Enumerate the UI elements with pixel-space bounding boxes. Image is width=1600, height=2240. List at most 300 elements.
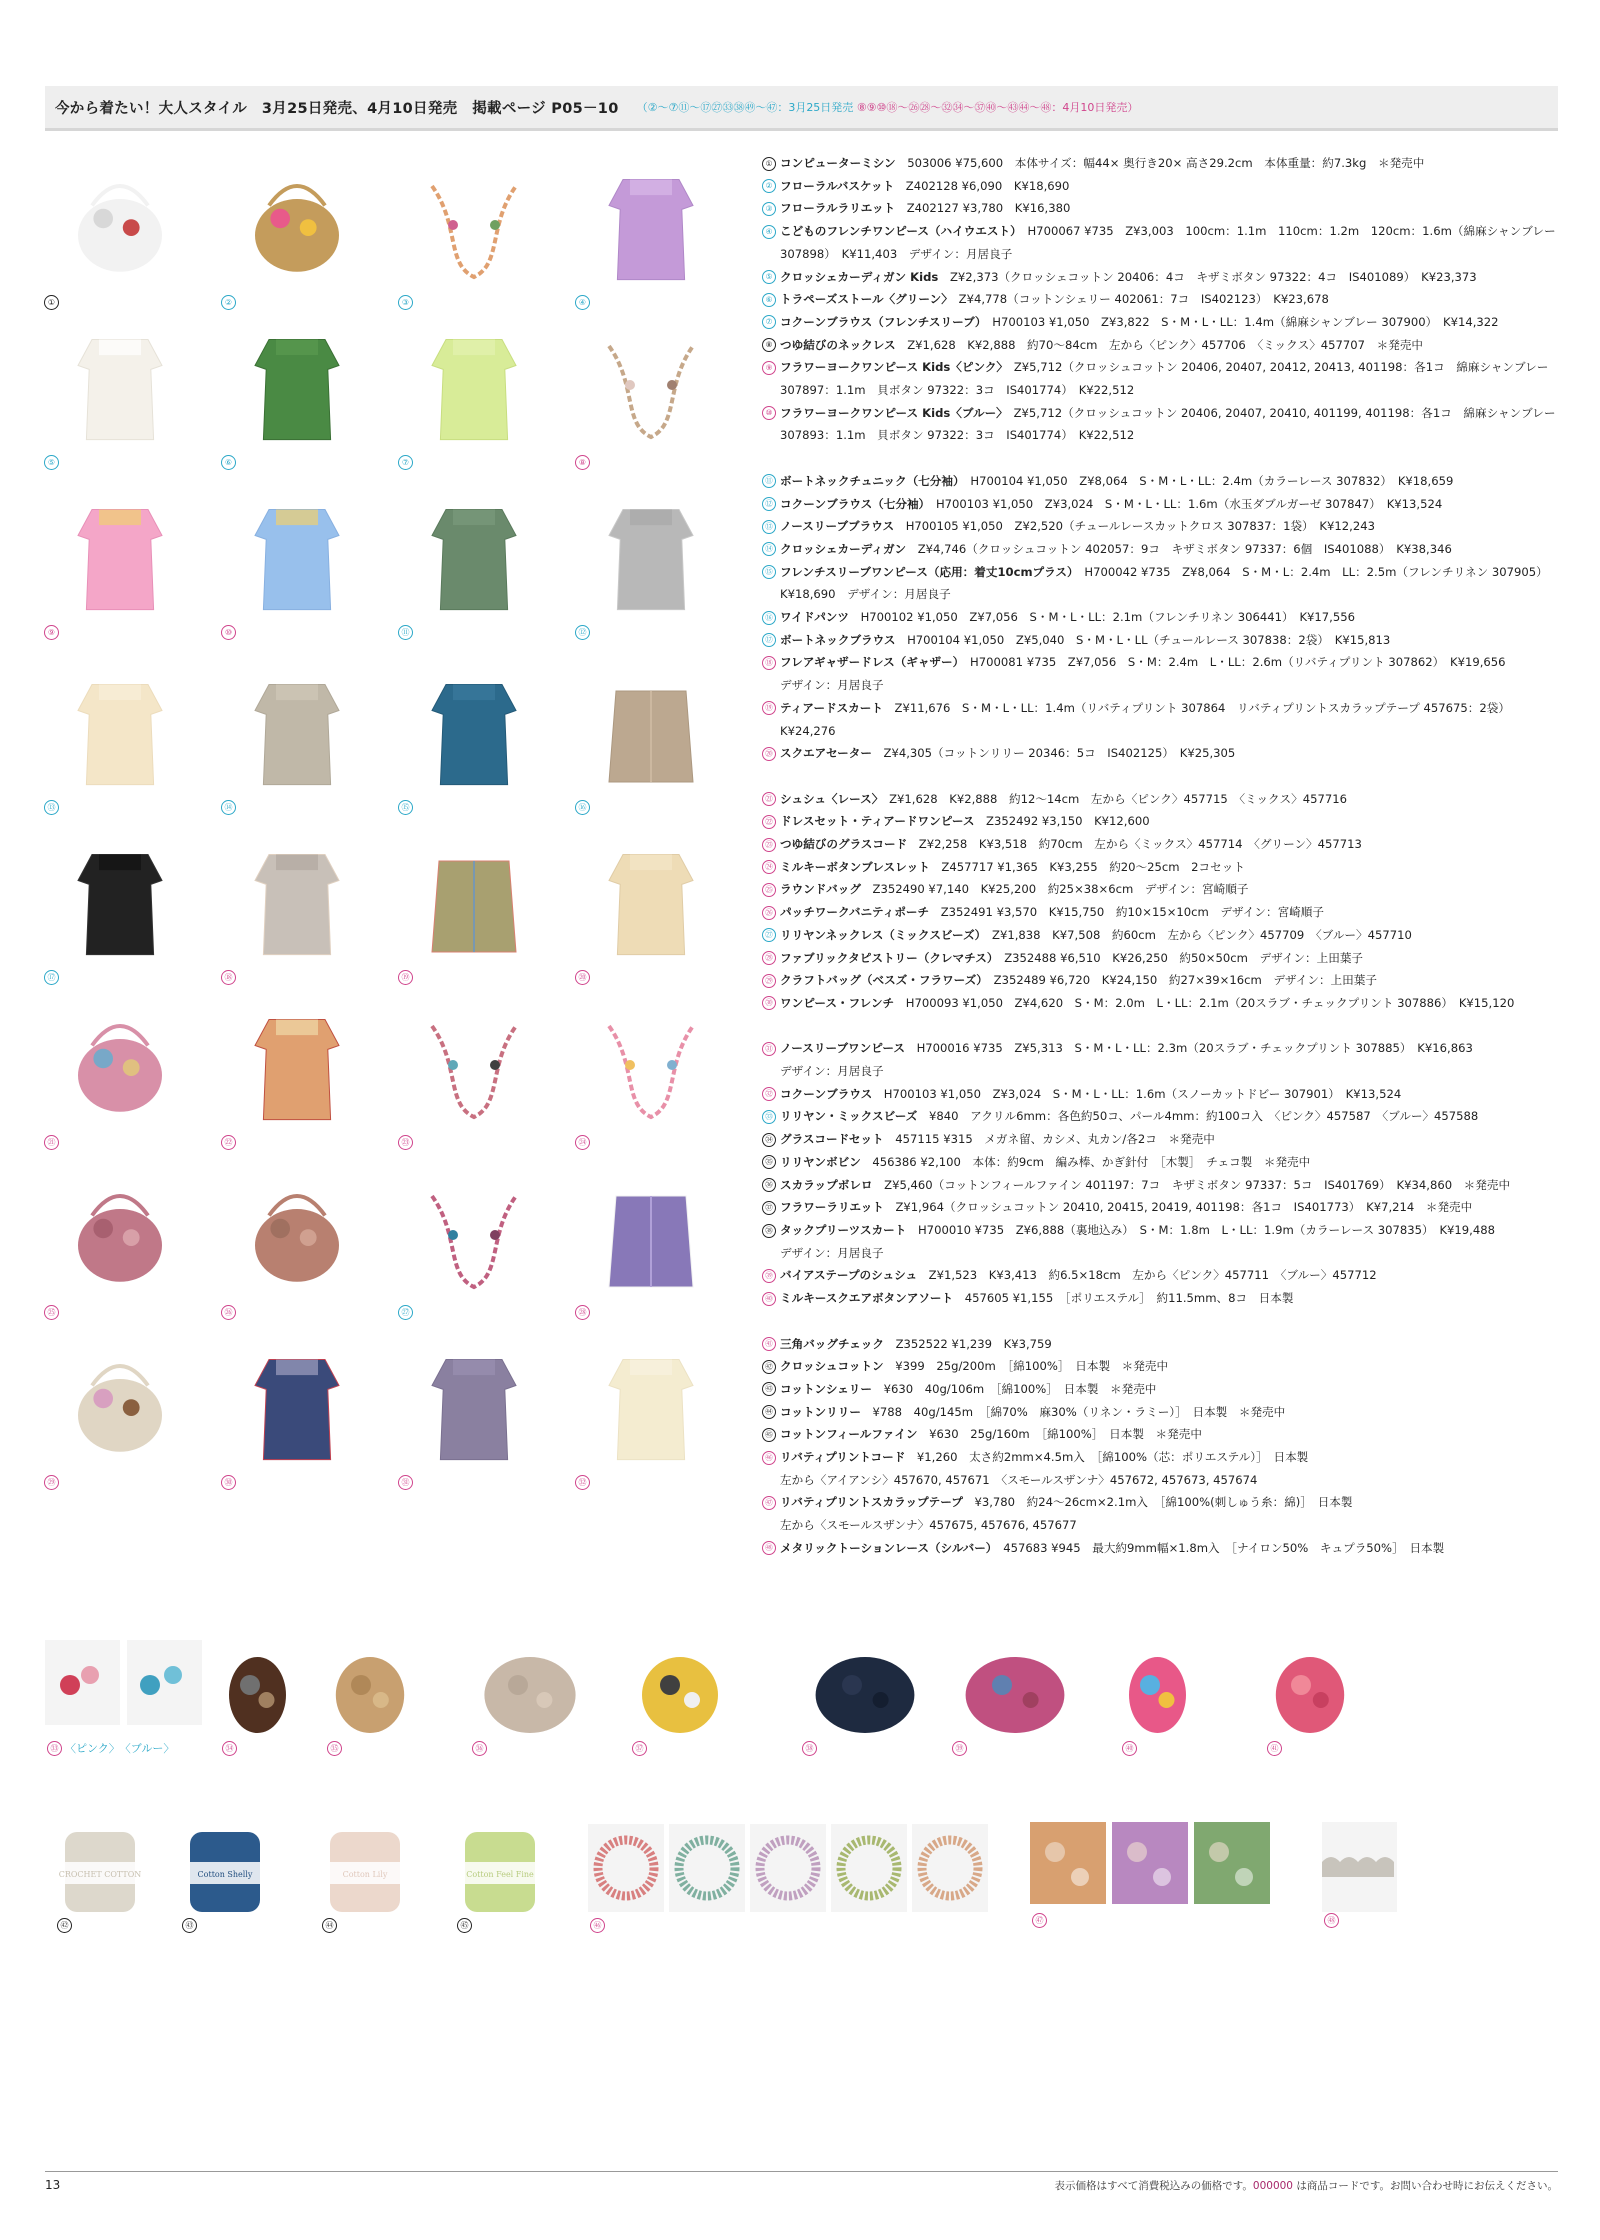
item-detail: ¥630 25g/160m ［綿100%］ 日本製 ＊発売中 <box>917 1427 1202 1442</box>
accessory-lilian-bobbin <box>325 1640 415 1753</box>
item-detail: ¥788 40g/145m ［綿70% 麻30%（リネン・ラミー）］ 日本製 ＊発売中 <box>860 1404 1286 1419</box>
note-pre: 表示価格はすべて消費税込みの価格です。 <box>1054 2180 1253 2192</box>
item-detail: Z¥1,523 K¥3,413 約6.5×18cm 左から〈ピンク〉457711 〈ブルー〉457712 <box>917 1268 1377 1283</box>
item-number-badge: ㊽ <box>1324 1913 1339 1928</box>
product-photo-cocoon-blouse-french <box>394 320 564 470</box>
item-number-badge: ⑳ <box>575 970 590 985</box>
list-gap <box>762 1310 1562 1333</box>
item-number-badge: ② <box>762 179 776 193</box>
item-detail: Z402128 ¥6,090 K¥18,690 <box>894 178 1070 193</box>
item-number-badge: ⑯ <box>575 800 590 815</box>
item-name: 三角バッグチェック <box>780 1336 884 1351</box>
item-name: ファブリックタピストリー（クレマチス） <box>780 950 993 965</box>
item-number-badge: ㊽ <box>762 1541 776 1555</box>
item-number-badge: ⑤ <box>762 270 776 284</box>
item-number-badge: ⑥ <box>762 293 776 307</box>
product-photo-french-sleeve-dress <box>394 665 564 815</box>
item-number-badge: ④ <box>762 225 776 239</box>
item-number-badge: ㉖ <box>762 906 776 920</box>
accessory-cotton-shelly-yarn <box>180 1822 270 1930</box>
item-name: クロッシェカーディガン Kids <box>780 269 939 284</box>
item-name: リリヤンネックレス（ミックスビーズ） <box>780 927 981 942</box>
item-detail: Z¥1,628 K¥2,888 約70〜84cm 左から〈ピンク〉457706 〈ミックス〉457707 ＊発売中 <box>895 337 1424 352</box>
item-detail: H700103 ¥1,050 Z¥3,024 S・M・L・LL：1.6m（スノーカットドビー 307901） K¥13,524 <box>872 1086 1402 1101</box>
item-number-badge: ㉚ <box>762 996 776 1010</box>
item-number-badge: ⑩ <box>221 625 236 640</box>
item-detail: ¥840 アクリル6mm：各色約50コ、パール4mm：約100コ入 〈ピンク〉457587 〈ブルー〉457588 <box>917 1109 1479 1124</box>
accessory-bias-chouchou <box>950 1640 1080 1753</box>
item-detail: Z¥4,746（クロッシュコットン 402057：9コ キザミボタン 97337：6個 IS401088） K¥38,346 <box>906 541 1452 556</box>
list-item <box>762 1537 1562 1560</box>
photo-chouchou-lace <box>50 1000 190 1134</box>
section-header <box>45 86 1558 131</box>
photo-wide-pants <box>581 665 721 799</box>
item-detail: ¥399 25g/200m ［綿100%］ 日本製 ＊発売中 <box>883 1359 1169 1374</box>
photo-cocoon-blouse-cream <box>581 1340 721 1474</box>
item-number-badge: ㉒ <box>762 815 776 829</box>
item-number-badge: ㉛ <box>762 1042 776 1056</box>
item-number-badge: ㊹ <box>322 1918 337 1933</box>
item-name: パッチワークバニティポーチ <box>780 905 930 920</box>
item-name: バイアステープのシュシュ <box>780 1268 918 1283</box>
list-item <box>762 334 1562 357</box>
product-photo-sleeveless-one-piece <box>394 1340 564 1490</box>
note-post: は商品コードです。お問い合わせ時にお伝えください。 <box>1293 2180 1558 2192</box>
list-item <box>762 1128 1562 1151</box>
list-gap <box>762 1015 1562 1038</box>
item-name: コットンリリー <box>780 1404 861 1419</box>
item-detail: Z352492 ¥3,150 K¥12,600 <box>974 814 1150 829</box>
item-number-badge: ㊺ <box>457 1918 472 1933</box>
list-item <box>762 1196 1562 1219</box>
list-item <box>762 1355 1562 1378</box>
item-number-badge: ㉞ <box>762 1133 776 1147</box>
list-item <box>762 1491 1562 1514</box>
item-name: コクーンブラウス（フレンチスリーブ） <box>780 314 981 329</box>
item-number-badge: ⑦ <box>762 315 776 329</box>
list-item <box>762 470 1562 493</box>
page-number: 13 <box>45 2178 61 2192</box>
list-item-continuation: K¥24,276 <box>780 723 836 738</box>
item-name: スクエアセーター <box>780 746 872 761</box>
photo-trapeze-stole <box>227 320 367 454</box>
item-number-badge: ㉔ <box>762 860 776 874</box>
list-item-continuation: デザイン：月居良子 <box>780 1064 884 1079</box>
item-number-badge: ㊻ <box>762 1451 776 1465</box>
photo-dress-set-doll <box>227 1000 367 1134</box>
accessory-scallop-bolero <box>470 1640 590 1753</box>
list-item-continuation: 307897：1.1m 貝ボタン 97322：3コ IS401774） K¥22,512 <box>780 383 1135 398</box>
list-item <box>762 1174 1562 1197</box>
photo-kids-french-dress <box>581 160 721 294</box>
item-number-badge: ㉝ <box>47 1741 62 1756</box>
item-number-badge: ⑫ <box>575 625 590 640</box>
list-item <box>762 629 1562 652</box>
photo-floral-basket <box>227 160 367 294</box>
list-item <box>762 220 1562 243</box>
item-detail: H700102 ¥1,050 Z¥7,056 S・M・L・LL：2.1m（フレンチリネン 306441） K¥17,556 <box>848 610 1355 625</box>
item-name: ワンピース・フレンチ <box>780 995 895 1010</box>
item-detail: Z352490 ¥7,140 K¥25,200 約25×38×6cm デザイン：宮崎順子 <box>860 882 1249 897</box>
item-number-badge: ㊶ <box>762 1337 776 1351</box>
item-number-badge: ⑦ <box>398 455 413 470</box>
item-detail: 457683 ¥945 最大約9mm幅×1.8m入 ［ナイロン50% キュプラ50%］ 日本製 <box>991 1540 1445 1555</box>
list-item <box>762 1423 1562 1446</box>
list-item <box>762 992 1562 1015</box>
item-number-badge: ㊴ <box>952 1741 967 1756</box>
item-name: コクーンブラウス（七分袖） <box>780 496 925 511</box>
footer-note <box>1054 2178 1558 2193</box>
list-item <box>762 1446 1562 1469</box>
photo-french-sleeve-dress <box>404 665 544 799</box>
item-number-badge: ㉜ <box>575 1475 590 1490</box>
item-detail: Z¥1,964（クロッシュコットン 20410, 20415, 20419, 401198：各1コ IS401773） K¥7,214 ＊発売中 <box>883 1200 1473 1215</box>
item-detail: Z457717 ¥1,365 K¥3,255 約20〜25cm 2コセット <box>929 859 1245 874</box>
item-detail: Z¥2,373（クロッシェコットン 20406：4コ キザミボタン 97322：4コ IS401089） K¥23,373 <box>938 269 1477 284</box>
list-gap <box>762 447 1562 470</box>
list-item <box>762 697 1562 720</box>
photo-flower-yoke-dress-blue <box>227 490 367 624</box>
item-number-badge: ㉖ <box>221 1305 236 1320</box>
product-photo-tsuyu-glass-cord <box>394 1000 564 1150</box>
list-item <box>762 288 1562 311</box>
item-number-badge: ㊷ <box>762 1360 776 1374</box>
list-item <box>762 538 1562 561</box>
item-number-badge: ㊱ <box>762 1178 776 1192</box>
item-detail: Z¥1,628 K¥2,888 約12〜14cm 左から〈ピンク〉457715 〈ミックス〉457716 <box>877 791 1347 806</box>
list-item-continuation: K¥18,690 デザイン：月居良子 <box>780 587 951 602</box>
item-number-badge: ③ <box>762 202 776 216</box>
item-detail: H700104 ¥1,050 Z¥5,040 S・M・L・LL（チュールレース 307838：2袋） K¥15,813 <box>895 632 1391 647</box>
photo-sleeveless-one-piece <box>404 1340 544 1474</box>
item-name: クロッシュコットン <box>780 1359 884 1374</box>
list-item <box>762 1037 1562 1060</box>
item-name: フローラルラリエット <box>780 201 896 216</box>
product-photo-milky-button-bracelet <box>571 1000 741 1150</box>
list-item <box>762 1151 1562 1174</box>
header-title: 今から着たい！大人スタイル 3月25日発売、4月10日発売 掲載ページ P05－10 <box>55 100 619 117</box>
item-number-badge: ⑬ <box>762 520 776 534</box>
item-detail: Z352522 ¥1,239 K¥3,759 <box>884 1336 1052 1351</box>
product-photo-craft-bag <box>40 1340 210 1490</box>
item-name: こどものフレンチワンピース（ハイウエスト） <box>780 224 1016 239</box>
item-detail: H700093 ¥1,050 Z¥4,620 S・M：2.0m L・LL：2.1m（20スラブ・チェックプリント 307886） K¥15,120 <box>894 995 1515 1010</box>
item-number-badge: ㉗ <box>762 928 776 942</box>
item-number-badge: ⑮ <box>762 565 776 579</box>
photo-crochet-cardigan-kids <box>50 320 190 454</box>
list-item-continuation: 307898） K¥11,403 デザイン：月居良子 <box>780 246 1013 261</box>
item-number-badge: ㊳ <box>762 1224 776 1238</box>
item-number-badge: ㉑ <box>762 792 776 806</box>
svg-text:Cotton Shelly: Cotton Shelly <box>197 1870 253 1879</box>
product-photo-tsuyu-necklace <box>571 320 741 470</box>
item-name: タックプリーツスカート <box>780 1223 907 1237</box>
item-detail: Z¥5,460（コットンフィールファイン 401197：7コ キザミボタン 97337：5コ IS401769） K¥34,860 ＊発売中 <box>872 1177 1511 1192</box>
photo-square-sweater <box>581 835 721 969</box>
item-detail: H700042 ¥735 Z¥8,064 S・M・L：2.4m LL：2.5m（フレンチリネン 307905） <box>1072 564 1548 579</box>
photo-tsuyu-glass-cord <box>404 1000 544 1134</box>
item-detail: 457605 ¥1,155 ［ポリエステル］ 約11.5mm、8コ 日本製 <box>953 1291 1294 1306</box>
item-number-badge: ㉔ <box>575 1135 590 1150</box>
product-photo-kids-french-dress <box>571 160 741 310</box>
list-item <box>762 833 1562 856</box>
footer-divider <box>45 2171 1558 2172</box>
item-number-badge: ㊸ <box>762 1382 776 1396</box>
list-item <box>762 1219 1562 1242</box>
item-detail: H700010 ¥735 Z¥6,888（裏地込み） S・M：1.8m L・LL：1.9m（カラーレース 307835） K¥19,488 <box>906 1223 1495 1237</box>
item-number-badge: ⑨ <box>44 625 59 640</box>
svg-text:Cotton Lily: Cotton Lily <box>342 1870 388 1879</box>
item-detail: H700105 ¥1,050 Z¥2,520（チュールレースカットクロス 307837：1袋） K¥12,243 <box>894 519 1375 534</box>
photo-boat-neck-tunic <box>404 490 544 624</box>
product-photo-dress-set-doll <box>217 1000 387 1150</box>
photo-patchwork-vanity-pouch <box>227 1170 367 1304</box>
item-number-badge: ⑮ <box>398 800 413 815</box>
list-item <box>762 266 1562 289</box>
photo-sleeveless-blouse <box>50 665 190 799</box>
item-name: ミルキーボタンブレスレット <box>780 859 930 874</box>
item-detail: Z352491 ¥3,570 K¥15,750 約10×15×10cm デザイン：宮崎順子 <box>929 905 1324 920</box>
accessory-tuck-pleat-skirt <box>800 1640 930 1753</box>
accessory-liberty-scallop-tape <box>1030 1822 1270 1925</box>
accessory-crochet-cotton-yarn <box>55 1822 145 1930</box>
accessory-liberty-print-cord <box>588 1822 988 1930</box>
item-detail: ¥1,260 太さ約2mm×4.5m入 ［綿100%（芯：ポリエステル）］ 日本製 <box>905 1450 1309 1465</box>
item-number-badge: ㉑ <box>44 1135 59 1150</box>
item-detail: ¥630 40g/106m ［綿100%］ 日本製 ＊発売中 <box>872 1381 1157 1396</box>
item-detail: Z¥11,676 S・M・L・LL：1.4m（リバティプリント 307864 リバティプリントスカラップテープ 457675：2袋） <box>882 700 1510 715</box>
item-name: コクーンブラウス <box>780 1086 873 1101</box>
list-item <box>762 856 1562 879</box>
item-detail: Z¥1,838 K¥7,508 約60cm 左から〈ピンク〉457709 〈ブルー〉457710 <box>980 927 1412 942</box>
item-detail: 503006 ¥75,600 本体サイズ：幅44× 奥行き20× 高さ29.2cm 本体重量：約7.3kg ＊発売中 <box>895 156 1425 170</box>
item-number-badge: ⑰ <box>762 633 776 647</box>
product-photo-wide-pants <box>571 665 741 815</box>
product-photo-crochet-cardigan <box>217 665 387 815</box>
item-number-badge: ⑱ <box>762 656 776 670</box>
item-number-badge: ⑨ <box>762 361 776 375</box>
item-number-badge: ㉓ <box>398 1135 413 1150</box>
item-number-badge: ⑲ <box>762 701 776 715</box>
item-number-badge: ㊲ <box>632 1741 647 1756</box>
accessory-milky-square-buttons <box>1120 1640 1195 1753</box>
list-item <box>762 1083 1562 1106</box>
item-number-badge: ⑧ <box>762 338 776 352</box>
item-detail: Z¥4,305（コットンリリー 20346：5コ IS402125） K¥25,305 <box>871 746 1236 761</box>
list-item <box>762 1264 1562 1287</box>
product-photo-round-bag <box>40 1170 210 1320</box>
accessory-glass-cord-set <box>220 1640 295 1753</box>
legend-magenta: ⑧⑨⑩⑱〜㉖㉘〜㉜㉞〜㊲㊵〜㊸㊹〜㊽：4月10日発売） <box>856 101 1139 114</box>
item-detail: H700104 ¥1,050 Z¥8,064 S・M・L・LL：2.4m（カラーレース 307832） K¥18,659 <box>958 473 1454 488</box>
item-number-badge: ㊵ <box>1122 1741 1137 1756</box>
item-number-badge: ⑩ <box>762 406 776 420</box>
product-photo-cocoon-blouse-sleeve <box>571 490 741 640</box>
item-detail: Z352489 ¥6,720 K¥24,150 約27×39×16cm デザイン：上田葉子 <box>982 973 1377 988</box>
item-number-badge: ⑭ <box>762 542 776 556</box>
list-item <box>762 651 1562 674</box>
item-name: ボートネックチュニック（七分袖） <box>780 473 959 488</box>
item-detail: Z¥5,712（クロッシュコットン 20406, 20407, 20412, 20413, 401198：各1コ 綿麻シャンブレー <box>1002 360 1549 375</box>
item-name: ボートネックブラウス <box>780 632 896 647</box>
list-item-continuation: デザイン：月居良子 <box>780 678 884 693</box>
item-number-badge: ㉗ <box>398 1305 413 1320</box>
item-name: グラスコードセット <box>780 1132 884 1147</box>
list-item <box>762 1378 1562 1401</box>
svg-text:CROCHET COTTON: CROCHET COTTON <box>58 1870 142 1879</box>
list-item <box>762 788 1562 811</box>
item-number-badge: ㉞ <box>222 1741 237 1756</box>
list-item-continuation: デザイン：月居良子 <box>780 1245 884 1260</box>
item-name: フローラルバスケット <box>780 178 895 193</box>
list-item <box>762 606 1562 629</box>
item-name: つゆ結びのグラスコード <box>780 837 908 852</box>
svg-text:Cotton Feel Fine: Cotton Feel Fine <box>466 1870 534 1879</box>
item-number-badge: ㉟ <box>327 1741 342 1756</box>
list-item <box>762 152 1562 175</box>
list-item-continuation: 307893：1.1m 貝ボタン 97322：3コ IS401774） K¥22,512 <box>780 428 1135 443</box>
item-name: ノースリーブワンピース <box>780 1041 905 1056</box>
beads-color-caption: 〈ピンク〉 〈ブルー〉 <box>65 1742 175 1755</box>
item-number-badge: ㉙ <box>762 974 776 988</box>
product-photo-tiered-skirt <box>394 835 564 985</box>
list-item <box>762 742 1562 765</box>
list-item <box>762 901 1562 924</box>
photo-tiered-skirt <box>404 835 544 969</box>
product-photo-floral-lariat <box>394 160 564 310</box>
item-number-badge: ㊲ <box>762 1201 776 1215</box>
photo-cocoon-blouse-french <box>404 320 544 454</box>
item-name: コットンフィールファイン <box>780 1427 918 1442</box>
item-name: リバティプリントコード <box>780 1450 906 1465</box>
item-number-badge: ① <box>762 157 776 171</box>
item-name: ラウンドバッグ <box>780 882 861 897</box>
item-number-badge: ㉓ <box>762 838 776 852</box>
product-photo-cocoon-blouse-cream <box>571 1340 741 1490</box>
item-number-badge: ④ <box>575 295 590 310</box>
item-number-badge: ㉕ <box>762 883 776 897</box>
product-photo-floral-basket <box>217 160 387 310</box>
item-name: ティアードスカート <box>780 700 883 715</box>
item-number-badge: ㉜ <box>762 1087 776 1101</box>
item-number-badge: ⑲ <box>398 970 413 985</box>
item-number-badge: ⑰ <box>44 970 59 985</box>
product-photo-flower-yoke-dress-pink <box>40 490 210 640</box>
list-item <box>762 810 1562 833</box>
list-item <box>762 1287 1562 1310</box>
list-item <box>762 402 1562 425</box>
photo-cocoon-blouse-sleeve <box>581 490 721 624</box>
item-name: リリヤンボビン <box>780 1154 861 1169</box>
item-detail: Z¥4,778（コットンシェリー 402061：7コ IS402123） K¥23,678 <box>947 292 1329 307</box>
item-name: ミルキースクエアボタンアソート <box>780 1291 954 1306</box>
item-name: コンピューターミシン <box>780 156 896 170</box>
accessory-metallic-torchon-lace <box>1322 1822 1397 1925</box>
item-number-badge: ⑥ <box>221 455 236 470</box>
item-number-badge: ㊼ <box>1032 1913 1047 1928</box>
item-number-badge: ⑫ <box>762 497 776 511</box>
item-detail: H700067 ¥735 Z¥3,003 100cm：1.1m 110cm：1.2m 120cm：1.6m（綿麻シャンブレー <box>1015 224 1556 239</box>
list-gap <box>762 765 1562 788</box>
list-item <box>762 515 1562 538</box>
item-number-badge: ⑬ <box>44 800 59 815</box>
product-photo-patchwork-vanity-pouch <box>217 1170 387 1320</box>
item-name: クロッシェカーディガン <box>780 541 907 556</box>
item-number-badge: ⑧ <box>575 455 590 470</box>
photo-crochet-cardigan <box>227 665 367 799</box>
accessory-triangle-bag <box>1265 1640 1355 1753</box>
item-detail: Z402127 ¥3,780 K¥16,380 <box>895 201 1071 216</box>
product-photo-flare-gather-dress <box>217 835 387 985</box>
photo-milky-button-bracelet <box>581 1000 721 1134</box>
list-item-continuation: 左から〈スモールスザンナ〉457675, 457676, 457677 <box>780 1518 1077 1533</box>
list-item <box>762 1401 1562 1424</box>
item-detail: Z352488 ¥6,510 K¥26,250 約50×50cm デザイン：上田葉子 <box>992 950 1364 965</box>
item-number-badge: ㉘ <box>575 1305 590 1320</box>
item-detail: Z¥5,712（クロッシュコットン 20406, 20407, 20410, 401199, 401198：各1コ 綿麻シャンブレー <box>1001 405 1556 420</box>
accessory-cotton-feel-fine-yarn <box>455 1822 545 1930</box>
list-item <box>762 1105 1562 1128</box>
list-item <box>762 947 1562 970</box>
photo-tsuyu-necklace <box>581 320 721 454</box>
list-item <box>762 1333 1562 1356</box>
item-number-badge: ⑤ <box>44 455 59 470</box>
item-name: スカラップボレロ <box>780 1177 873 1192</box>
item-number-badge: ㊸ <box>182 1918 197 1933</box>
item-number-badge: ⑪ <box>398 625 413 640</box>
item-number-badge: ⑭ <box>221 800 236 815</box>
item-number-badge: ㉕ <box>44 1305 59 1320</box>
photo-flare-gather-dress <box>227 835 367 969</box>
item-detail: H700103 ¥1,050 Z¥3,822 S・M・L・LL：1.4m（綿麻シャンブレー 307900） K¥14,322 <box>980 314 1499 329</box>
product-photo-crochet-cardigan-kids <box>40 320 210 470</box>
item-name: ワイドパンツ <box>780 610 849 625</box>
item-detail: 456386 ¥2,100 本体：約9cm 編み棒、かぎ針付 ［木製］ チェコ製 ＊発売中 <box>860 1154 1311 1169</box>
photo-one-piece-french <box>227 1340 367 1474</box>
item-name: フラワーラリエット <box>780 1200 884 1215</box>
list-item <box>762 311 1562 334</box>
list-item <box>762 969 1562 992</box>
list-item <box>762 924 1562 947</box>
item-name: ノースリーブブラウス <box>780 519 895 534</box>
photo-lilian-necklace <box>404 1170 544 1304</box>
photo-fabric-tapestry <box>581 1170 721 1304</box>
list-item <box>762 356 1562 379</box>
header-legend <box>637 99 1139 115</box>
note-code: 000000 <box>1252 2180 1293 2192</box>
product-photo-boat-neck-black <box>40 835 210 985</box>
item-name: リバティプリントスカラップテープ <box>780 1495 963 1510</box>
item-number-badge: ㊵ <box>762 1292 776 1306</box>
item-number-badge: ㊹ <box>762 1405 776 1419</box>
product-photo-lilian-necklace <box>394 1170 564 1320</box>
item-number-badge: ㉒ <box>221 1135 236 1150</box>
item-number-badge: ㊷ <box>57 1918 72 1933</box>
item-number-badge: ㉝ <box>762 1110 776 1124</box>
item-number-badge: ㊴ <box>762 1269 776 1283</box>
accessory-cotton-lily-yarn <box>320 1822 410 1930</box>
item-number-badge: ㉛ <box>398 1475 413 1490</box>
item-number-badge: ⑱ <box>221 970 236 985</box>
item-number-badge: ⑯ <box>762 611 776 625</box>
list-item <box>762 197 1562 220</box>
item-number-badge: ㊺ <box>762 1428 776 1442</box>
item-number-badge: ③ <box>398 295 413 310</box>
item-number-badge: ㊱ <box>472 1741 487 1756</box>
item-name: シュシュ〈レース〉 <box>780 791 878 806</box>
item-name: つゆ結びのネックレス <box>780 337 896 352</box>
item-name: フレンチスリーブワンピース（応用：着丈10cmプラス） <box>780 564 1073 579</box>
